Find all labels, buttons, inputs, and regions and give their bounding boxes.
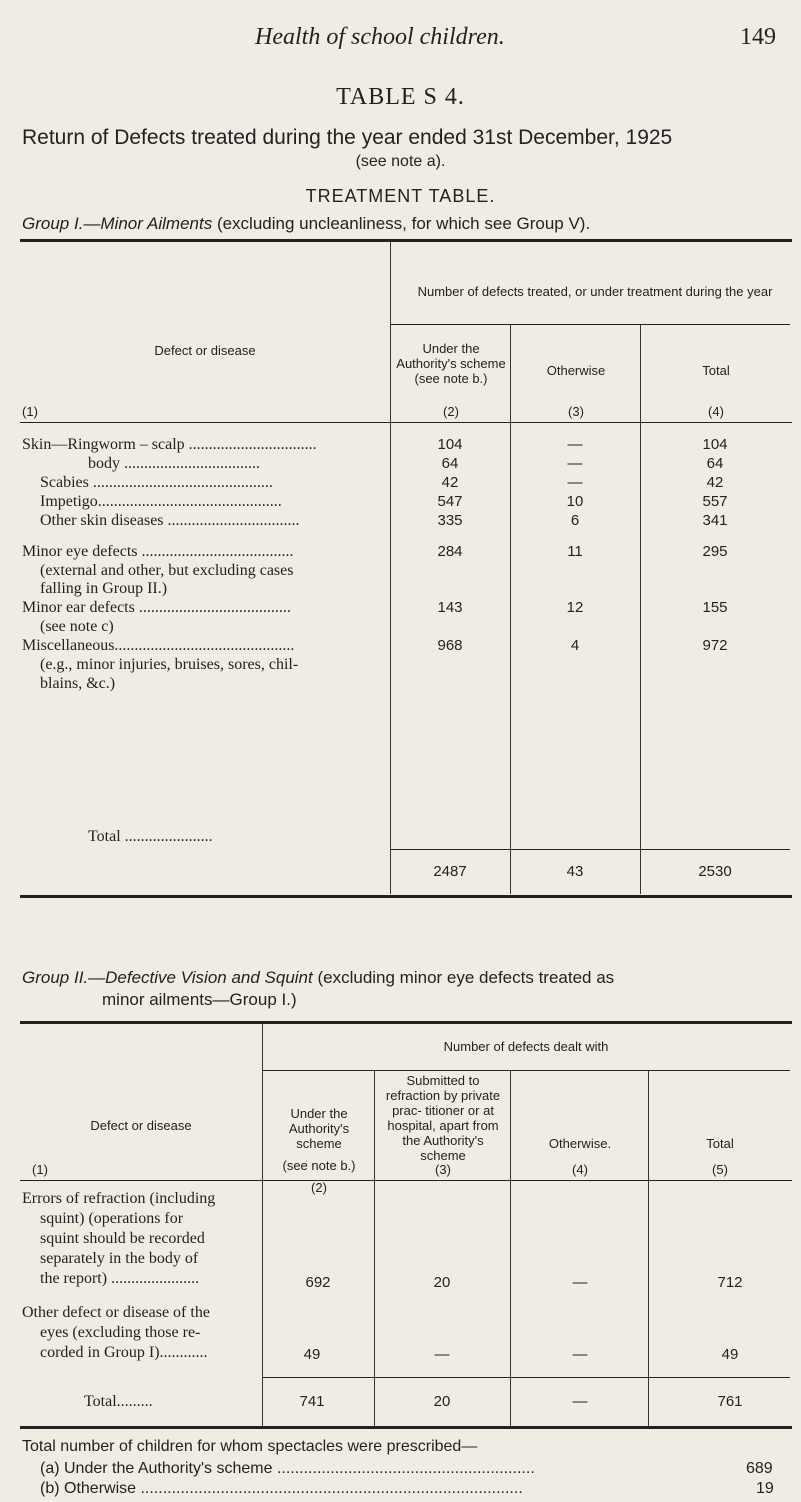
- group1-col-defect-num: (1): [22, 404, 38, 419]
- group1-row-label: falling in Group II.): [40, 580, 168, 597]
- group1-total-c4: 2530: [698, 863, 732, 880]
- group1-col3-num: (3): [568, 404, 584, 419]
- group2-row2-c4: —: [572, 1346, 588, 1363]
- running-header-title: Health of school children.: [255, 24, 505, 50]
- group2-row1-label-line: squint should be recorded: [40, 1230, 205, 1247]
- group1-row-c4: 972: [702, 637, 728, 654]
- group2-col-group: Number of defects dealt with: [443, 1039, 609, 1054]
- footer-line2-value: 689: [746, 1460, 773, 1477]
- table-rule: [390, 849, 790, 850]
- group1-row-label: body ..................................: [88, 455, 260, 472]
- group1-row-label: (external and other, but excluding cases: [40, 562, 294, 579]
- group2-total-label: Total.........: [84, 1393, 153, 1410]
- group2-row2-label-line: Other defect or disease of the: [22, 1304, 210, 1321]
- group1-row-c3: 4: [570, 637, 580, 654]
- group1-row-c3: 10: [566, 493, 584, 510]
- group1-row-c4: 104: [702, 436, 728, 453]
- group1-row-label: (see note c): [40, 618, 114, 635]
- group2-title-suffix: (excluding minor eye defects treated as: [312, 968, 615, 987]
- page-number: 149: [740, 24, 776, 50]
- group1-col4-num: (4): [708, 404, 724, 419]
- table-heading: TABLE S 4.: [336, 84, 465, 110]
- group1-row-c2: 143: [437, 599, 463, 616]
- column-rule: [510, 1070, 511, 1426]
- group2-col2-line2: Authority's: [288, 1121, 350, 1136]
- group1-title: [22, 214, 590, 234]
- group1-title-suffix: (excluding uncleanliness, for which see Group V).: [212, 214, 591, 233]
- group2-row2-label-line: corded in Group I)............: [40, 1344, 208, 1361]
- group2-row1-c5: 712: [717, 1274, 743, 1291]
- group1-total-c2: 2487: [433, 863, 467, 880]
- treatment-title: TREATMENT TABLE.: [305, 186, 496, 206]
- group2-col2-note: (see note b.): [282, 1158, 356, 1173]
- group2-title: [22, 968, 614, 988]
- group1-row-c3: 11: [567, 543, 583, 560]
- group1-row-c2: 284: [437, 543, 463, 560]
- group2-col4: Otherwise.: [548, 1136, 612, 1151]
- group2-col5: Total: [706, 1136, 734, 1151]
- group1-col4: Total: [702, 363, 730, 378]
- group2-row2-c5: 49: [721, 1346, 739, 1363]
- group2-col2-line1: Under the: [290, 1106, 348, 1121]
- group1-total-label: Total ......................: [88, 828, 213, 845]
- group1-row-c2: 968: [437, 637, 463, 654]
- group1-row-label: blains, &c.): [40, 675, 116, 692]
- group1-row-label: Minor eye defects ......................................: [22, 543, 294, 560]
- table-rule: [390, 324, 790, 325]
- group1-row-c3: 6: [570, 512, 580, 529]
- group2-title-line2: minor ailments—Group I.): [102, 990, 297, 1009]
- footer-line1: Total number of children for whom spectacles were prescribed—: [22, 1438, 478, 1455]
- group2-row1-label-line: Errors of refraction (including: [22, 1190, 216, 1207]
- group1-row-c3: —: [567, 474, 583, 491]
- group2-row1-label-line: squint) (operations for: [40, 1210, 184, 1227]
- return-note: (see note a).: [355, 153, 446, 170]
- group1-row-c2: 64: [441, 455, 459, 472]
- group2-row2-c2: 49: [303, 1346, 321, 1363]
- group2-total-c5: 761: [717, 1393, 743, 1410]
- group1-col2-num: (2): [443, 404, 459, 419]
- table-rule: [20, 895, 792, 898]
- group1-row-c4: 155: [702, 599, 728, 616]
- group1-total-c3: 43: [566, 863, 584, 880]
- group1-row-label: Skin—Ringworm – scalp ................................: [22, 436, 317, 453]
- table-rule: [20, 1021, 792, 1024]
- group1-col-defect: Defect or disease: [154, 343, 256, 358]
- group1-row-c4: 557: [702, 493, 728, 510]
- group1-row-c4: 42: [706, 474, 724, 491]
- group2-col4-num: (4): [572, 1162, 588, 1177]
- group1-row-c2: 104: [437, 436, 463, 453]
- group2-total-c2: 741: [299, 1393, 325, 1410]
- footer-line2-label: (a) Under the Authority's scheme ..........................................................: [40, 1460, 535, 1477]
- group2-row2-label-line: eyes (excluding those re-: [40, 1324, 201, 1341]
- group2-row1-label-line: separately in the body of: [40, 1250, 199, 1267]
- column-rule: [640, 324, 641, 894]
- column-rule: [262, 1024, 263, 1426]
- table-rule: [20, 239, 792, 242]
- group1-row-c4: 295: [702, 543, 728, 560]
- group1-row-c4: 341: [702, 512, 728, 529]
- group2-col3: Submitted to refraction by private prac- titioner or at hospital, apart from the Authority's scheme: [385, 1073, 501, 1163]
- footer-line3-label: (b) Otherwise ......................................................................................: [40, 1480, 523, 1497]
- group1-row-c3: —: [567, 436, 583, 453]
- group1-row-c4: 64: [706, 455, 724, 472]
- group1-row-c2: 42: [441, 474, 459, 491]
- group1-row-label: Minor ear defects ......................................: [22, 599, 291, 616]
- column-rule: [648, 1070, 649, 1426]
- group1-row-label: Impetigo..............................................: [40, 493, 282, 510]
- group2-row1-c2: 692: [305, 1274, 331, 1291]
- group2-col2-num: (2): [311, 1180, 327, 1195]
- group2-total-c4: —: [572, 1393, 588, 1410]
- group2-col-defect: Defect or disease: [90, 1118, 192, 1133]
- footer-line3-value: 19: [756, 1480, 774, 1497]
- group1-col-group: Number of defects treated, or under treatment during the year: [417, 284, 773, 299]
- column-rule: [510, 324, 511, 894]
- group2-total-c3: 20: [433, 1393, 451, 1410]
- column-rule: [390, 242, 391, 894]
- group1-row-label: Other skin diseases .................................: [40, 512, 300, 529]
- table-rule: [262, 1377, 790, 1378]
- group2-title-prefix: Group II.—Defective Vision and Squint: [22, 968, 313, 987]
- group1-row-c3: 12: [566, 599, 584, 616]
- group1-row-label: (e.g., minor injuries, bruises, sores, chil-: [40, 656, 299, 673]
- table-rule: [262, 1070, 790, 1071]
- column-rule: [374, 1070, 375, 1426]
- group2-row1-c4: —: [572, 1274, 588, 1291]
- group1-row-label: Miscellaneous.............................................: [22, 637, 295, 654]
- group2-row1-c3: 20: [433, 1274, 451, 1291]
- group2-col2-line3: scheme: [296, 1136, 342, 1151]
- table-rule: [20, 422, 792, 423]
- group1-col2: Under the Authority's scheme (see note b.): [396, 341, 506, 386]
- group2-col-defect-num: (1): [32, 1162, 48, 1177]
- group1-col3: Otherwise: [546, 363, 606, 378]
- group1-title-prefix: Group I.—Minor Ailments: [22, 214, 213, 233]
- group2-col3-num: (3): [435, 1162, 451, 1177]
- group2-col5-num: (5): [712, 1162, 728, 1177]
- table-rule: [20, 1180, 792, 1181]
- group1-row-label: Scabies .............................................: [40, 474, 273, 491]
- group2-row1-label-line: the report) ......................: [40, 1270, 200, 1287]
- group1-row-c2: 547: [437, 493, 463, 510]
- group2-row2-c3: —: [434, 1346, 450, 1363]
- group1-row-c3: —: [567, 455, 583, 472]
- return-title: Return of Defects treated during the year ended 31st December, 1925: [22, 126, 673, 149]
- table-rule: [20, 1426, 792, 1429]
- group1-row-c2: 335: [437, 512, 463, 529]
